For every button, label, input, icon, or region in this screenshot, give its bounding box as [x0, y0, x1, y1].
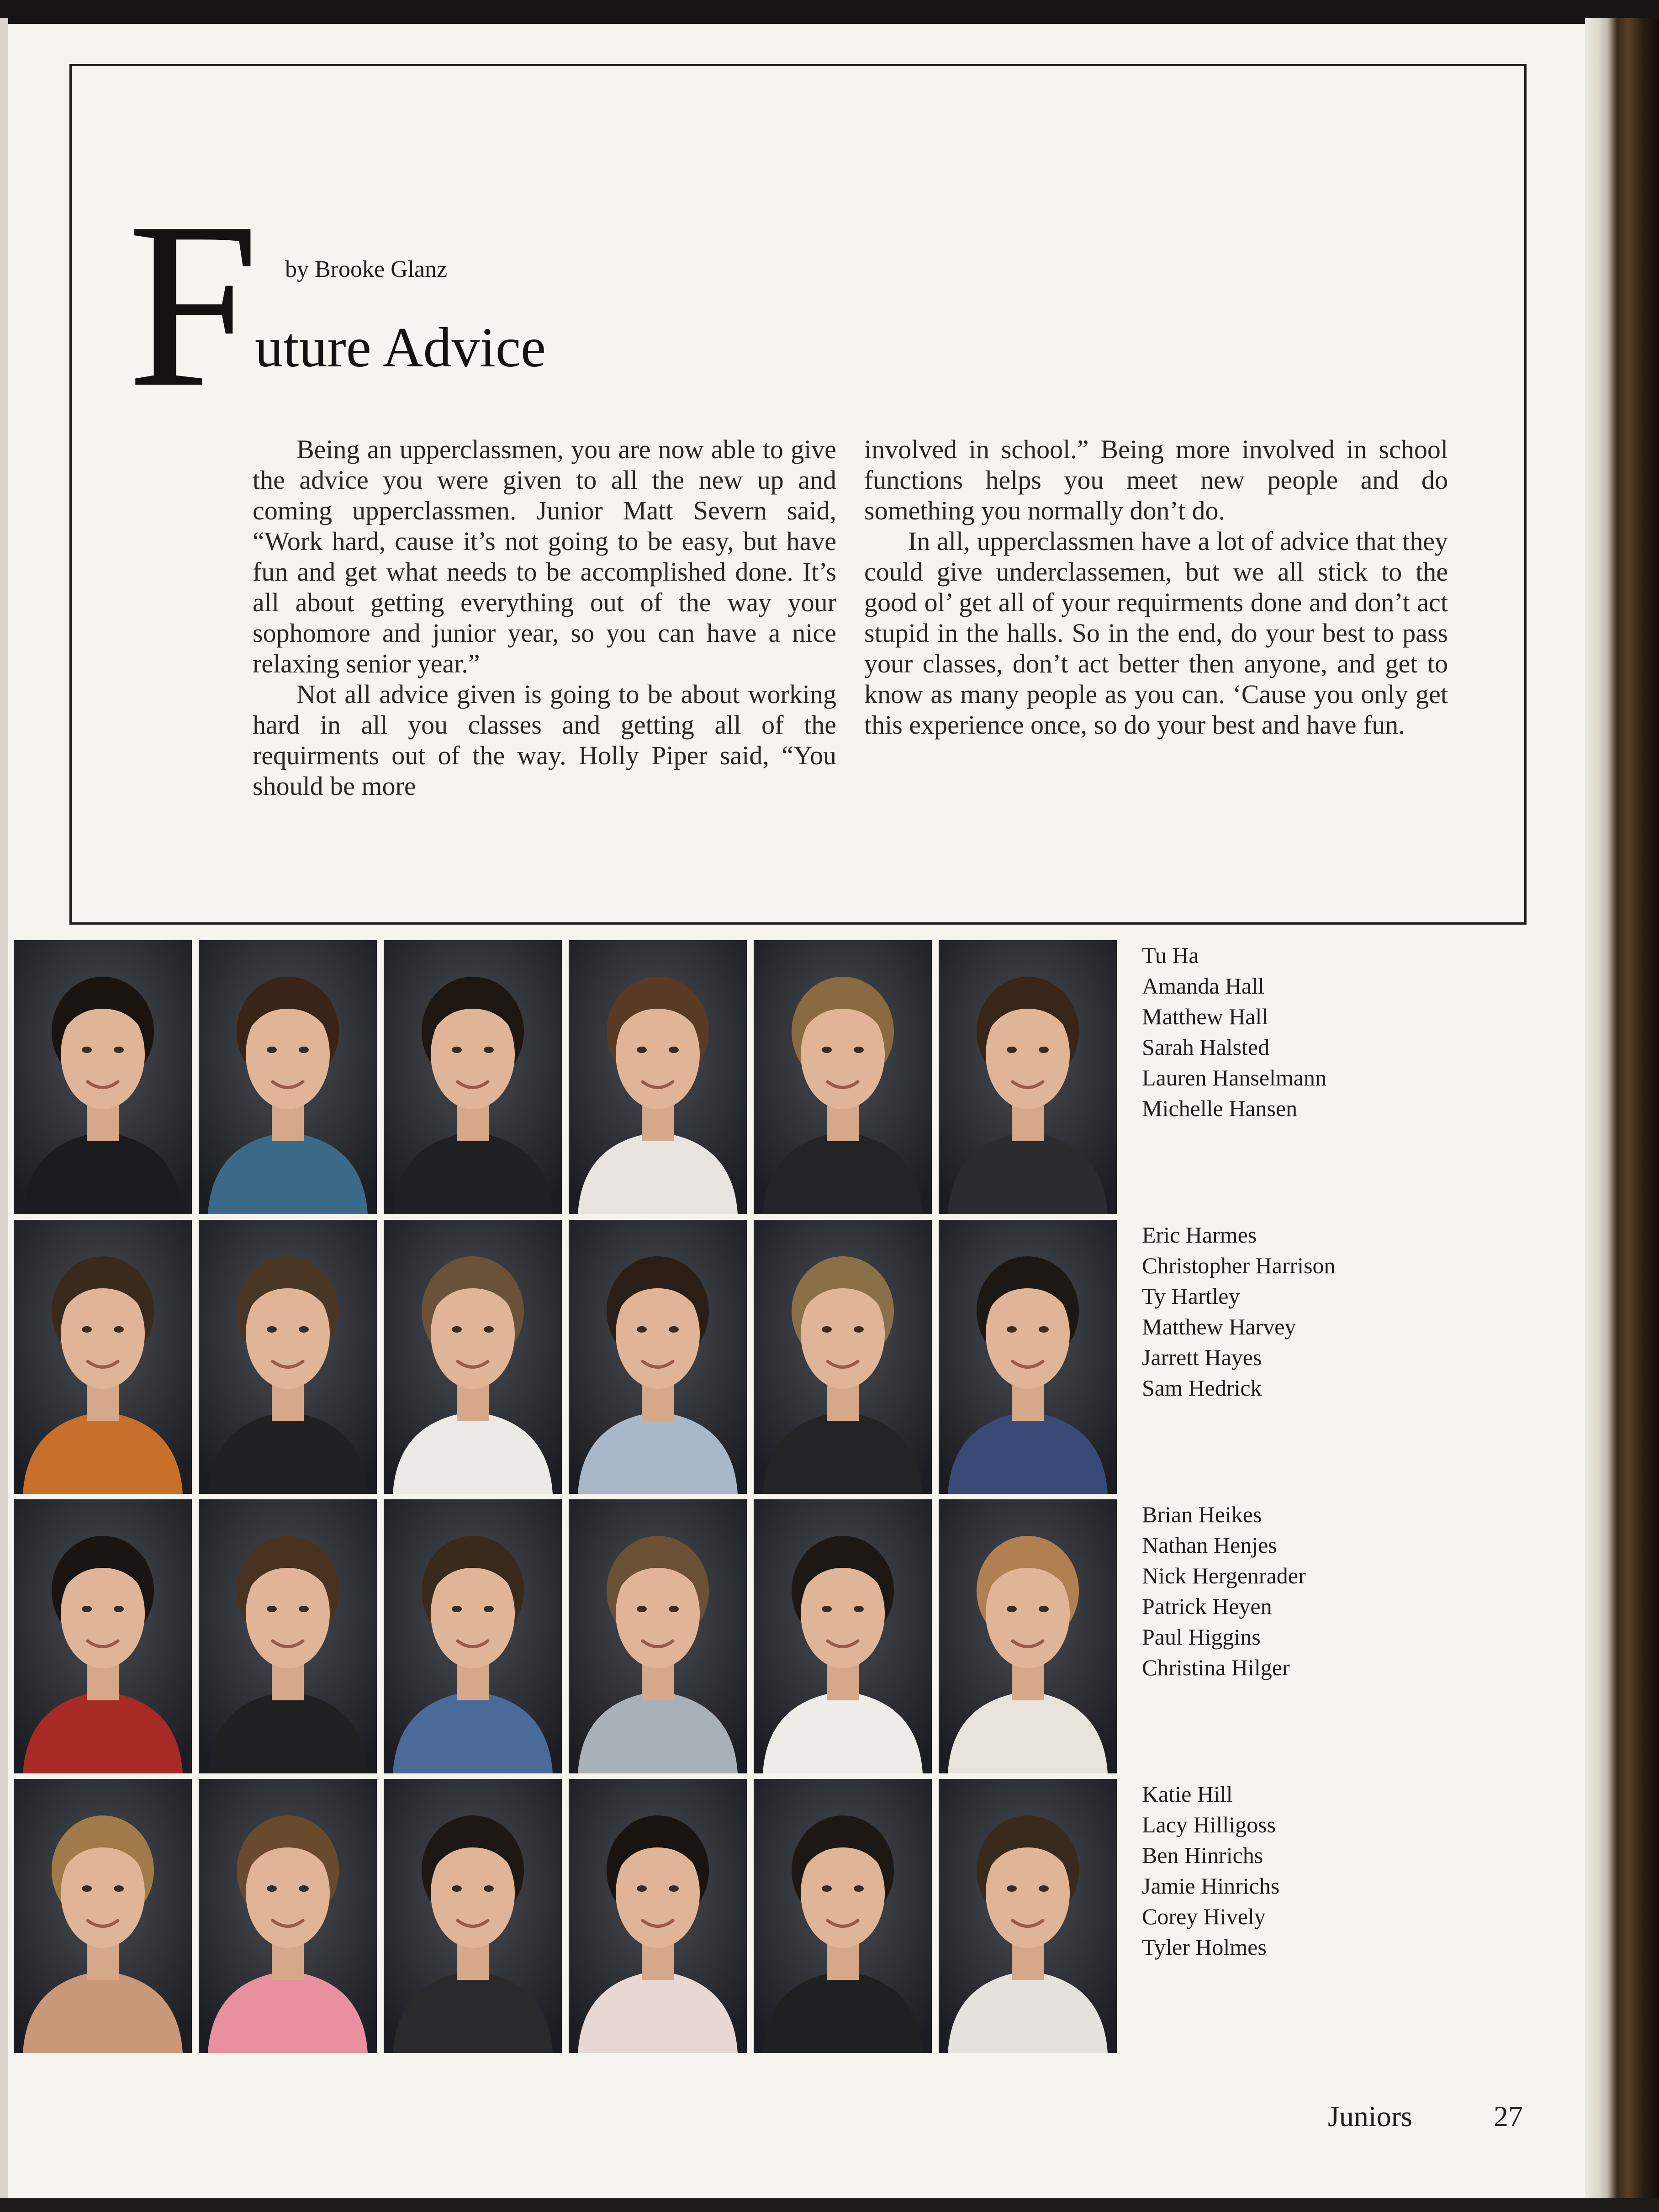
- student-portrait: [939, 1499, 1117, 1773]
- student-portrait: [939, 940, 1117, 1214]
- student-name: Brian Heikes: [1142, 1502, 1262, 1527]
- article-column-1: [253, 434, 836, 801]
- scan-bottom-edge: [0, 2198, 1659, 2212]
- student-name: Ben Hinrichs: [1142, 1842, 1263, 1868]
- name-list: [1142, 940, 1326, 1124]
- student-portrait: [384, 1779, 562, 2053]
- student-name: Lauren Hanselmann: [1142, 1065, 1327, 1090]
- student-name: Jamie Hinrichs: [1142, 1873, 1280, 1899]
- article-column-2: [864, 434, 1448, 740]
- student-portrait: [14, 940, 192, 1214]
- student-name: Corey Hively: [1142, 1904, 1266, 1929]
- scan-left-edge: [0, 18, 8, 2211]
- student-name: Ty Hartley: [1142, 1283, 1240, 1309]
- student-portrait: [384, 940, 562, 1214]
- student-portrait: [384, 1499, 562, 1773]
- student-name: Katie Hill: [1142, 1781, 1233, 1807]
- student-name: Nick Hergenrader: [1142, 1563, 1306, 1588]
- name-list: [1142, 1499, 1306, 1683]
- student-portrait: [939, 1779, 1117, 2053]
- paragraph: Not all advice given is going to be about working hard in all you classes and getting all of the requirments out of the way. Holly Piper said, “You should be more: [253, 679, 836, 801]
- student-portrait: [14, 1779, 192, 2053]
- student-name: Tu Ha: [1142, 942, 1199, 968]
- student-portrait: [754, 1499, 932, 1773]
- student-name: Matthew Hall: [1142, 1004, 1268, 1029]
- student-portrait: [14, 1499, 192, 1773]
- student-name: Lacy Hilligoss: [1142, 1812, 1276, 1837]
- student-portrait: [384, 1220, 562, 1494]
- name-list: [1142, 1220, 1336, 1403]
- article-title: uture Advice: [255, 316, 546, 379]
- student-name: Amanda Hall: [1142, 973, 1264, 999]
- book-spine: [1585, 18, 1659, 2212]
- student-portrait: [569, 1499, 747, 1773]
- byline: by Brooke Glanz: [285, 256, 448, 282]
- student-name: Christina Hilger: [1142, 1655, 1290, 1680]
- student-name: Michelle Hansen: [1142, 1095, 1298, 1121]
- student-portrait: [939, 1220, 1117, 1494]
- student-portrait: [199, 1220, 377, 1494]
- student-portrait: [754, 1779, 932, 2053]
- section-label: Juniors: [1328, 2100, 1412, 2133]
- student-portrait: [14, 1220, 192, 1494]
- student-portrait: [569, 1220, 747, 1494]
- paragraph: Being an upperclassmen, you are now able to give the advice you were given to all the new up and coming upperclassmen. Junior Matt Severn said, “Work hard, cause it’s not going to be easy, but have fun and get what needs to be accomplished done. It’s all about getting everything out of the way your sophomore and junior year, so you can have a nice relaxing senior year.”: [253, 434, 836, 678]
- student-portrait: [199, 940, 377, 1214]
- student-name: Sam Hedrick: [1142, 1375, 1262, 1401]
- student-name: Christopher Harrison: [1142, 1253, 1336, 1278]
- student-name: Nathan Henjes: [1142, 1532, 1277, 1558]
- student-name: Eric Harmes: [1142, 1222, 1257, 1248]
- scan-top-edge: [0, 0, 1659, 24]
- student-name: Tyler Holmes: [1142, 1934, 1267, 1960]
- page-number: 27: [1494, 2100, 1523, 2133]
- student-portrait: [569, 1779, 747, 2053]
- student-portrait: [199, 1499, 377, 1773]
- student-portrait: [754, 1220, 932, 1494]
- drop-cap: F: [127, 174, 259, 436]
- student-name: Paul Higgins: [1142, 1624, 1261, 1650]
- paragraph: involved in school.” Being more involved in school functions helps you meet new people and do something you normally don’t do.: [864, 434, 1448, 525]
- student-name: Sarah Halsted: [1142, 1034, 1270, 1060]
- student-portrait: [754, 940, 932, 1214]
- student-name: Jarrett Hayes: [1142, 1344, 1262, 1370]
- paragraph: In all, upperclassmen have a lot of advice that they could give underclassemen, but we all stick to the good ol’ get all of your requirments done and don’t act stupid in the halls. So in the end, do your best to pass your classes, don’t act better then anyone, and get to know as many people as you can. ‘Cause you only get this experience once, so do your best and have fun.: [864, 526, 1448, 740]
- student-name: Patrick Heyen: [1142, 1593, 1272, 1619]
- student-portrait: [569, 940, 747, 1214]
- student-name: Matthew Harvey: [1142, 1314, 1296, 1339]
- name-list: [1142, 1779, 1279, 1963]
- student-portrait: [199, 1779, 377, 2053]
